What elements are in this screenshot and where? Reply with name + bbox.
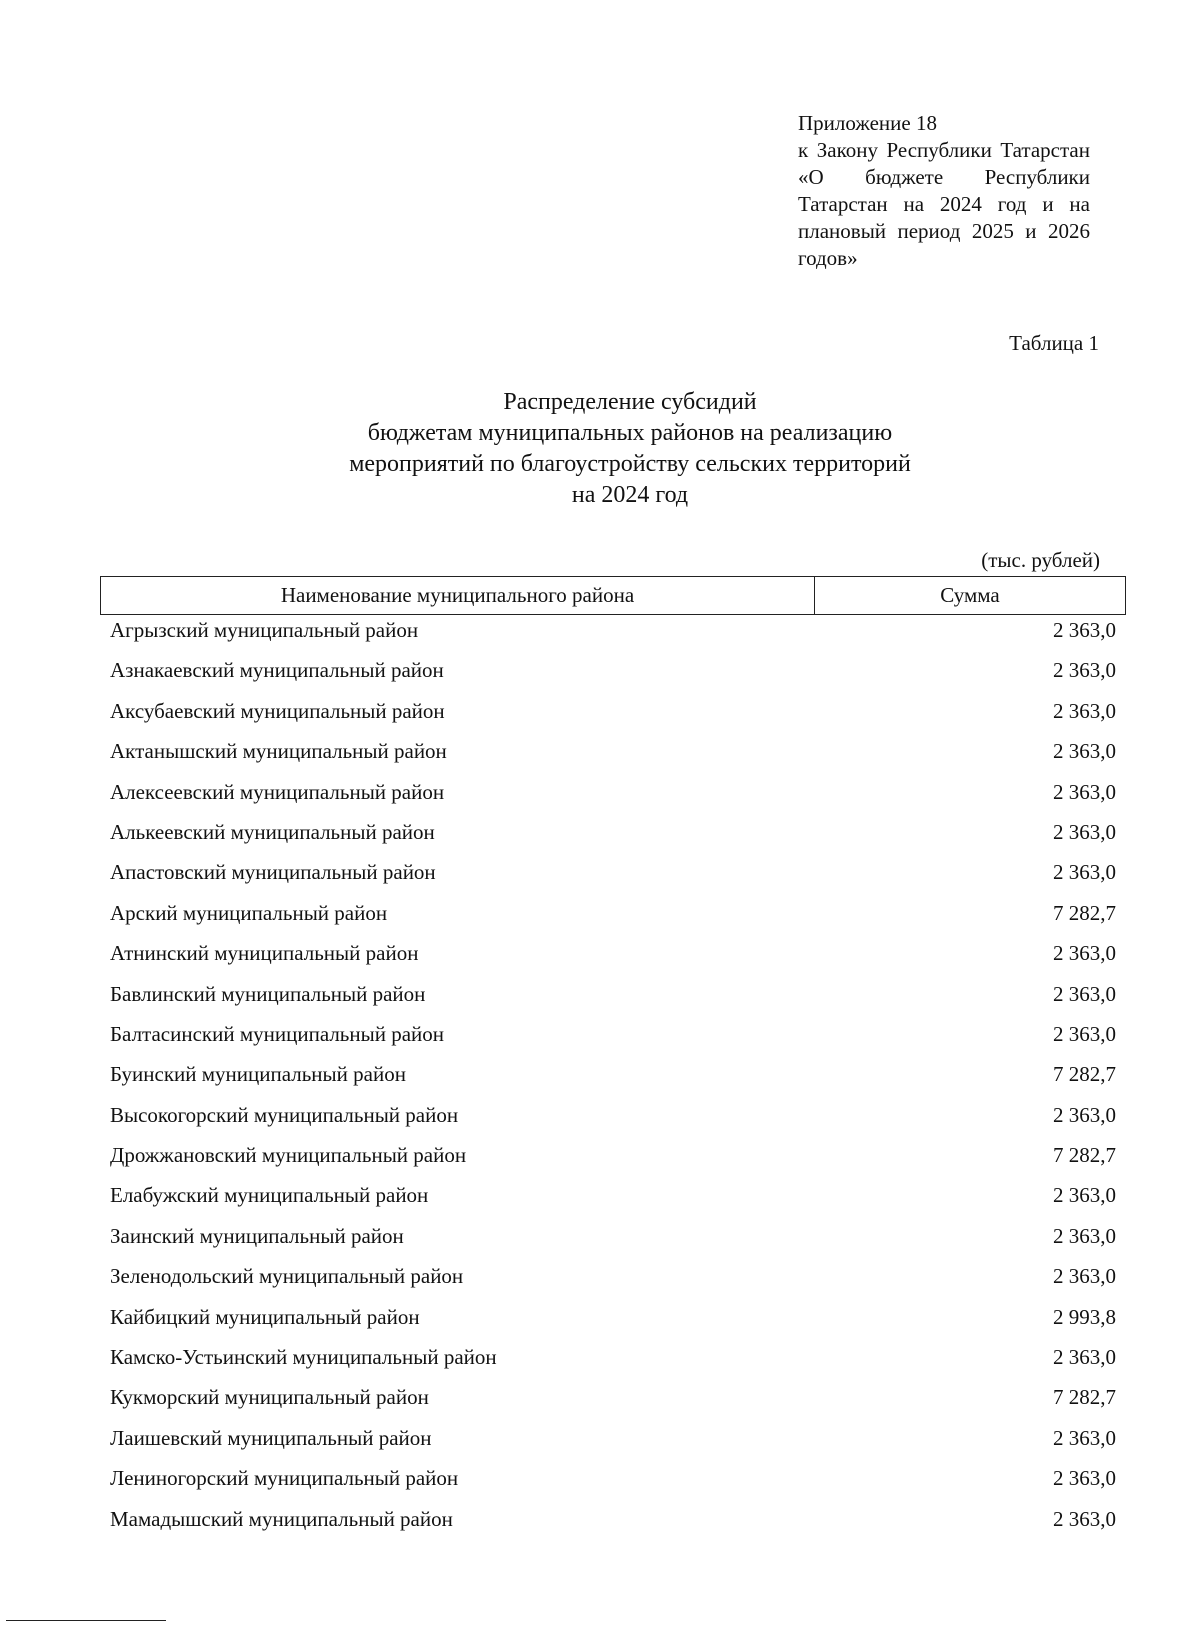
table-row: [100, 979, 1116, 1019]
table-header: [100, 576, 1126, 615]
row-amount: 7 282,7: [1053, 1062, 1116, 1087]
column-header-sum: Сумма: [940, 583, 1000, 607]
table-row: [100, 1221, 1116, 1261]
table-row: [100, 1140, 1116, 1180]
document-title: [250, 387, 1010, 511]
table-row: [100, 1059, 1116, 1099]
row-amount: 2 363,0: [1053, 1264, 1116, 1289]
row-name: Лениногорский муниципальный район: [110, 1466, 459, 1491]
row-name: Лаишевский муниципальный район: [110, 1425, 432, 1450]
table-row: [100, 1180, 1116, 1220]
table-body: [100, 615, 1116, 1544]
table-row: [100, 1423, 1116, 1463]
row-amount: 2 363,0: [1053, 1223, 1116, 1248]
row-amount: 2 363,0: [1053, 658, 1116, 683]
row-amount: 2 363,0: [1053, 698, 1116, 723]
row-amount: 7 282,7: [1053, 1385, 1116, 1410]
column-header-name: Наименование муниципального района: [101, 577, 815, 614]
row-amount: 2 363,0: [1053, 1345, 1116, 1370]
table-row: [100, 938, 1116, 978]
row-name: Алексеевский муниципальный район: [110, 779, 445, 804]
row-name: Бавлинский муниципальный район: [110, 981, 426, 1006]
row-amount: 2 363,0: [1053, 618, 1116, 642]
table-row: [100, 857, 1116, 897]
table-row: [100, 615, 1116, 655]
table-row: [100, 777, 1116, 817]
row-name: Заинский муниципальный район: [110, 1223, 404, 1248]
row-amount: 2 363,0: [1053, 1183, 1116, 1208]
table-row: [100, 898, 1116, 938]
row-name: Атнинский муниципальный район: [110, 941, 419, 966]
annex-block: [798, 110, 1090, 272]
table-row: [100, 1463, 1116, 1503]
table-row: [100, 655, 1116, 695]
row-name: Мамадышский муниципальный район: [110, 1506, 453, 1531]
table-row: [100, 1261, 1116, 1301]
table-row: [100, 1504, 1116, 1544]
title-line: мероприятий по благоустройству сельских территорий: [349, 451, 911, 477]
row-name: Балтасинский муниципальный район: [110, 1021, 445, 1046]
table-row: [100, 696, 1116, 736]
table-row: [100, 1382, 1116, 1422]
table-number: Таблица 1: [1009, 331, 1099, 355]
row-name: Камско-Устьинский муниципальный район: [110, 1345, 497, 1370]
row-amount: 2 363,0: [1053, 941, 1116, 966]
row-name: Алькеевский муниципальный район: [110, 819, 435, 844]
table-row: [100, 817, 1116, 857]
row-amount: 2 993,8: [1053, 1304, 1116, 1329]
row-amount: 2 363,0: [1053, 1466, 1116, 1491]
row-amount: 2 363,0: [1053, 1506, 1116, 1531]
row-amount: 2 363,0: [1053, 1425, 1116, 1450]
row-amount: 7 282,7: [1053, 900, 1116, 925]
table-row: [100, 1019, 1116, 1059]
footnote-divider: [6, 1620, 166, 1621]
table-row: [100, 736, 1116, 776]
row-amount: 7 282,7: [1053, 1143, 1116, 1168]
row-amount: 2 363,0: [1053, 739, 1116, 764]
row-name: Аксубаевский муниципальный район: [110, 698, 445, 723]
annex-body: к Закону Республики Татарстан «О бюджете Республики Татарстан на 2024 год и на плановый период 2025 и 2026 годов»: [798, 138, 1090, 270]
table-row: [100, 1302, 1116, 1342]
row-name: Зеленодольский муниципальный район: [110, 1264, 464, 1289]
title-line: бюджетам муниципальных районов на реализацию: [367, 420, 893, 446]
row-amount: 2 363,0: [1053, 860, 1116, 885]
row-amount: 2 363,0: [1053, 981, 1116, 1006]
annex-title: Приложение 18: [798, 111, 937, 135]
table-row: [100, 1342, 1116, 1382]
row-name: Елабужский муниципальный район: [110, 1183, 429, 1208]
row-amount: 2 363,0: [1053, 1021, 1116, 1046]
row-amount: 2 363,0: [1053, 1102, 1116, 1127]
row-name: Арский муниципальный район: [110, 900, 388, 925]
row-name: Агрызский муниципальный район: [110, 618, 419, 642]
row-amount: 2 363,0: [1053, 819, 1116, 844]
row-amount: 2 363,0: [1053, 779, 1116, 804]
title-line: на 2024 год: [571, 482, 689, 508]
row-name: Актанышский муниципальный район: [110, 739, 447, 764]
row-name: Апастовский муниципальный район: [110, 860, 436, 885]
row-name: Высокогорский муниципальный район: [110, 1102, 459, 1127]
title-line: Распределение субсидий: [503, 389, 757, 415]
table-row: [100, 1100, 1116, 1140]
units-label: (тыс. рублей): [981, 548, 1100, 572]
row-name: Кукморский муниципальный район: [110, 1385, 429, 1410]
row-name: Азнакаевский муниципальный район: [110, 658, 444, 683]
row-name: Дрожжановский муниципальный район: [110, 1143, 467, 1168]
row-name: Кайбицкий муниципальный район: [110, 1304, 420, 1329]
row-name: Буинский муниципальный район: [110, 1062, 406, 1087]
